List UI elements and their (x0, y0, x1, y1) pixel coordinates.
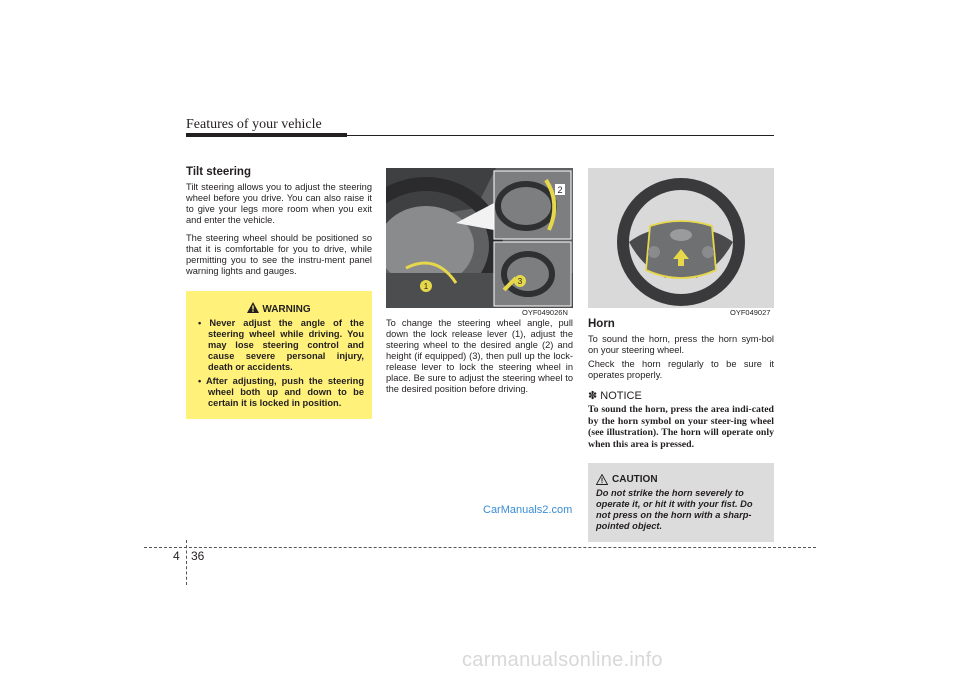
warning-item: • After adjusting, push the steering wheel both up and down to be certain it is locked in position. (198, 376, 364, 408)
tilt-heading: Tilt steering (186, 166, 251, 178)
figure-callout-3: 3 (517, 277, 523, 286)
caution-icon (596, 474, 608, 485)
horn-section (588, 318, 774, 450)
footer-watermark: carmanualsonline.info (462, 649, 663, 671)
warning-title: WARNING (262, 304, 311, 315)
steering-wheel-illustration (588, 168, 774, 308)
page-number: 36 (191, 549, 205, 563)
section-title: Features of your vehicle (186, 117, 322, 132)
tilt-instructions: To change the steering wheel angle, pull down the lock release lever (1), adjust the steering wheel to the desired angle (2) and height (if equipped) (3), then pull up the lock-release lever to lock the steering wheel in place. Be sure to adjust the steering wheel to the desired position before driving. (386, 318, 573, 394)
warning-box (186, 291, 372, 419)
chapter-number: 4 (173, 549, 180, 563)
caution-box (588, 463, 774, 542)
tilt-section (186, 166, 372, 284)
notice-body: To sound the horn, press the area indi-cated by the horn symbol on your steer-ing wheel (see illustration). The horn will operate only when this area is pressed. (588, 404, 774, 450)
footer-divider (144, 547, 816, 548)
horn-paragraph-2: Check the horn regularly to be sure it operates properly. (588, 359, 774, 380)
tilt-paragraph-2: The steering wheel should be positioned so that it is comfortable for you to drive, while permitting you to see the instru-ment panel warning lights and gauges. (186, 233, 372, 276)
tilt-instructions-section (386, 318, 573, 402)
warning-item-text: Never adjust the angle of the steering wheel while driving. You may lose steering control and cause severe personal injury, death or accidents. (208, 318, 364, 372)
steering-tilt-photo (386, 168, 573, 308)
figure-code: OYF049026N (522, 308, 568, 317)
steering-tilt-illustration (386, 168, 573, 308)
notice-title: ✽ NOTICE (588, 390, 642, 402)
watermark-link[interactable]: CarManuals2.com (483, 504, 573, 516)
tilt-paragraph-1: Tilt steering allows you to adjust the steering wheel before you drive. You can also raise it to give your legs more room when you exit and enter the vehicle. (186, 182, 372, 225)
warning-icon (247, 302, 259, 313)
caution-title: CAUTION (612, 474, 658, 485)
horn-heading: Horn (588, 318, 615, 330)
footer-divider-vertical (186, 540, 187, 585)
figure-callout-1: 1 (423, 282, 429, 291)
figure-callout-2: 2 (557, 185, 563, 195)
warning-item-text: After adjusting, push the steering wheel both up and down to be certain it is locked in position. (205, 376, 364, 408)
horn-paragraph-1: To sound the horn, press the horn sym-bol on your steering wheel. (588, 334, 774, 355)
header-rule-accent (186, 133, 347, 137)
steering-wheel-horn-photo (588, 168, 774, 308)
figure-code: OYF049027 (730, 308, 771, 317)
warning-item: • Never adjust the angle of the steering wheel while driving. You may lose steering control and cause severe personal injury, death or accidents. (198, 318, 364, 372)
warning-list (198, 318, 364, 412)
warning-title-row (186, 302, 372, 315)
caution-text: Do not strike the horn severely to operate it, or hit it with your fist. Do not press on the horn with a sharp-pointed object. (596, 488, 753, 531)
